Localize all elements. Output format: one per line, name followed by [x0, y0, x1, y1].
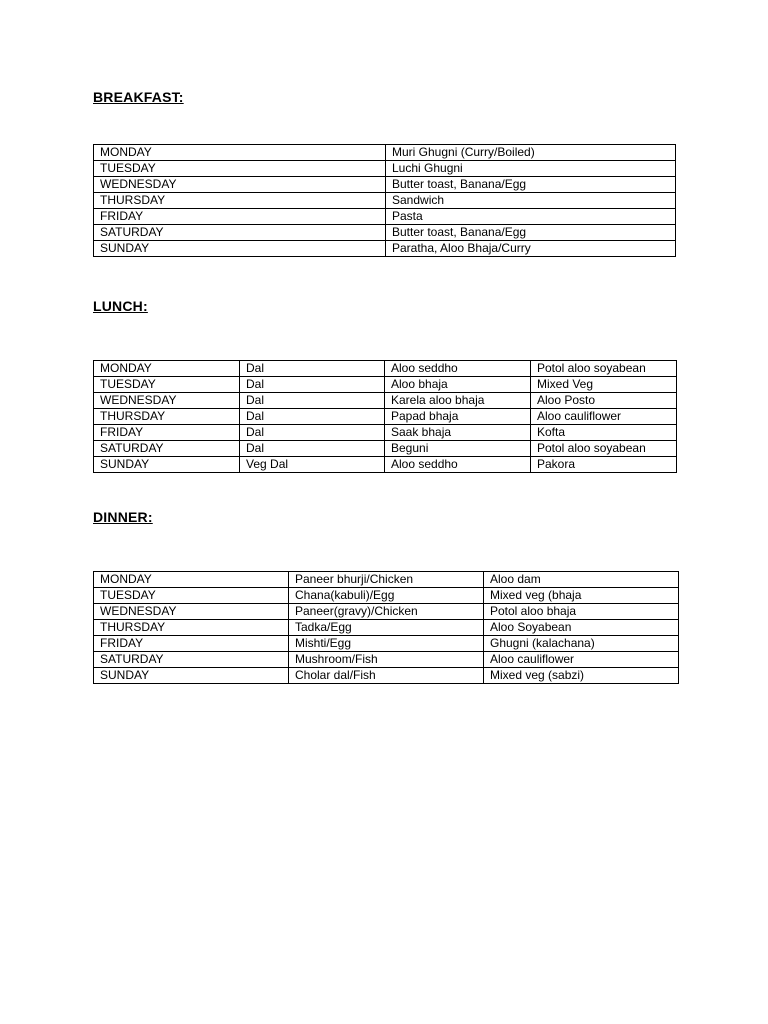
lunch-row [94, 457, 677, 473]
lunch-table [93, 360, 677, 473]
breakfast-row [94, 193, 676, 209]
dish-cell: Dal [240, 377, 385, 393]
dish-cell: Aloo dam [484, 572, 679, 588]
breakfast-row [94, 241, 676, 257]
day-cell: SUNDAY [94, 668, 289, 684]
dish-cell: Mixed veg (bhaja [484, 588, 679, 604]
dinner-row [94, 572, 679, 588]
lunch-row [94, 393, 677, 409]
dish-cell: Veg Dal [240, 457, 385, 473]
dish-cell: Papad bhaja [385, 409, 531, 425]
dish-cell: Butter toast, Banana/Egg [386, 225, 676, 241]
lunch-row [94, 425, 677, 441]
dish-cell: Aloo cauliflower [484, 652, 679, 668]
day-cell: MONDAY [94, 572, 289, 588]
breakfast-table [93, 144, 676, 257]
dish-cell: Beguni [385, 441, 531, 457]
lunch-row [94, 361, 677, 377]
day-cell: THURSDAY [94, 409, 240, 425]
dish-cell: Paneer bhurji/Chicken [289, 572, 484, 588]
day-cell: SUNDAY [94, 241, 386, 257]
breakfast-row [94, 177, 676, 193]
dish-cell: Sandwich [386, 193, 676, 209]
lunch-heading: LUNCH: [93, 298, 148, 314]
day-cell: THURSDAY [94, 193, 386, 209]
dish-cell: Butter toast, Banana/Egg [386, 177, 676, 193]
dish-cell: Cholar dal/Fish [289, 668, 484, 684]
dinner-table [93, 571, 679, 684]
dish-cell: Aloo bhaja [385, 377, 531, 393]
dish-cell: Ghugni (kalachana) [484, 636, 679, 652]
day-cell: FRIDAY [94, 209, 386, 225]
dish-cell: Mixed Veg [531, 377, 677, 393]
dinner-row [94, 652, 679, 668]
day-cell: TUESDAY [94, 588, 289, 604]
breakfast-row [94, 209, 676, 225]
dish-cell: Dal [240, 425, 385, 441]
dish-cell: Mixed veg (sabzi) [484, 668, 679, 684]
breakfast-row [94, 225, 676, 241]
dish-cell: Pakora [531, 457, 677, 473]
dish-cell: Muri Ghugni (Curry/Boiled) [386, 145, 676, 161]
dish-cell: Saak bhaja [385, 425, 531, 441]
day-cell: SUNDAY [94, 457, 240, 473]
dish-cell: Aloo seddho [385, 361, 531, 377]
day-cell: SATURDAY [94, 225, 386, 241]
breakfast-row [94, 145, 676, 161]
day-cell: MONDAY [94, 145, 386, 161]
dish-cell: Luchi Ghugni [386, 161, 676, 177]
day-cell: MONDAY [94, 361, 240, 377]
dish-cell: Potol aloo soyabean [531, 441, 677, 457]
dish-cell: Dal [240, 361, 385, 377]
dish-cell: Paneer(gravy)/Chicken [289, 604, 484, 620]
breakfast-row [94, 161, 676, 177]
dish-cell: Kofta [531, 425, 677, 441]
dish-cell: Mushroom/Fish [289, 652, 484, 668]
lunch-row [94, 409, 677, 425]
dish-cell: Dal [240, 441, 385, 457]
dish-cell: Tadka/Egg [289, 620, 484, 636]
dish-cell: Potol aloo bhaja [484, 604, 679, 620]
dish-cell: Pasta [386, 209, 676, 225]
dish-cell: Aloo seddho [385, 457, 531, 473]
day-cell: THURSDAY [94, 620, 289, 636]
dish-cell: Paratha, Aloo Bhaja/Curry [386, 241, 676, 257]
day-cell: WEDNESDAY [94, 393, 240, 409]
dinner-heading: DINNER: [93, 509, 153, 525]
dinner-row [94, 668, 679, 684]
breakfast-heading: BREAKFAST: [93, 89, 184, 105]
day-cell: FRIDAY [94, 636, 289, 652]
dish-cell: Chana(kabuli)/Egg [289, 588, 484, 604]
day-cell: SATURDAY [94, 441, 240, 457]
day-cell: TUESDAY [94, 161, 386, 177]
dish-cell: Dal [240, 393, 385, 409]
lunch-row [94, 377, 677, 393]
day-cell: SATURDAY [94, 652, 289, 668]
dinner-row [94, 604, 679, 620]
day-cell: WEDNESDAY [94, 604, 289, 620]
dinner-row [94, 620, 679, 636]
dish-cell: Mishti/Egg [289, 636, 484, 652]
dish-cell: Karela aloo bhaja [385, 393, 531, 409]
dish-cell: Aloo Posto [531, 393, 677, 409]
dinner-row [94, 636, 679, 652]
dish-cell: Dal [240, 409, 385, 425]
dish-cell: Aloo cauliflower [531, 409, 677, 425]
day-cell: FRIDAY [94, 425, 240, 441]
lunch-row [94, 441, 677, 457]
day-cell: TUESDAY [94, 377, 240, 393]
dish-cell: Potol aloo soyabean [531, 361, 677, 377]
day-cell: WEDNESDAY [94, 177, 386, 193]
dish-cell: Aloo Soyabean [484, 620, 679, 636]
dinner-row [94, 588, 679, 604]
